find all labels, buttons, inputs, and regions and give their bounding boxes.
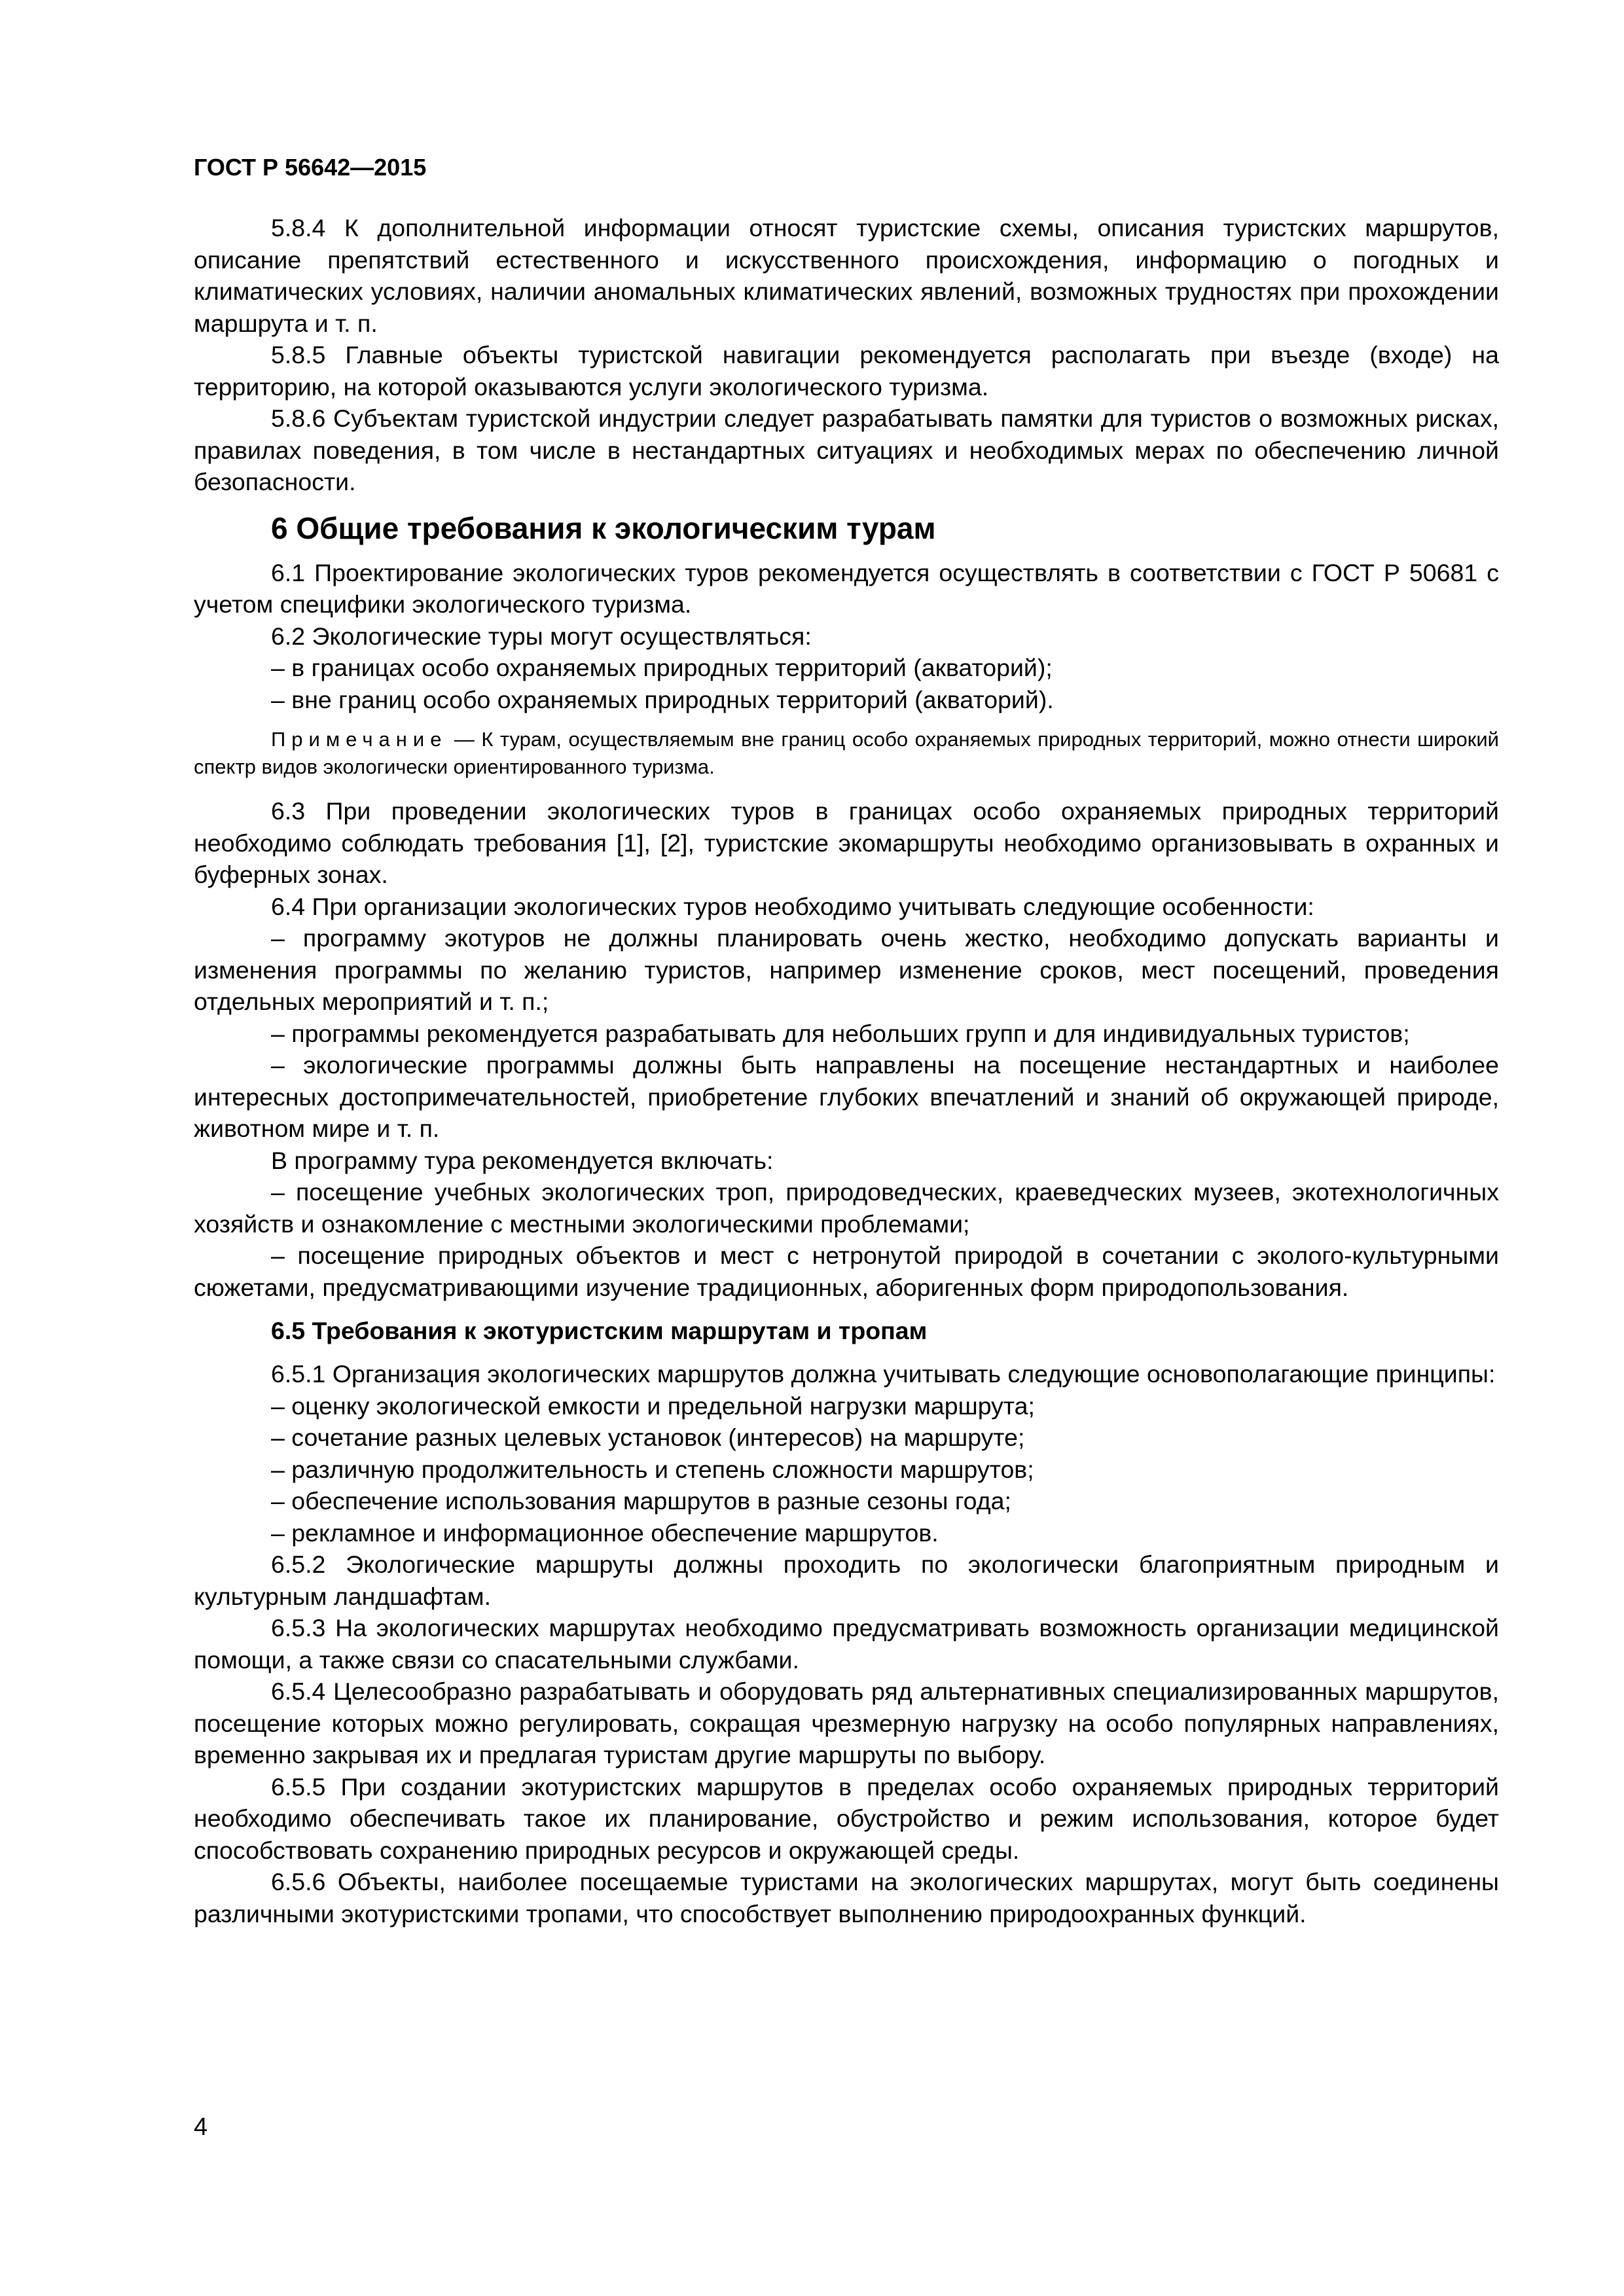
paragraph-6-5-1: 6.5.1 Организация экологических маршрутов должна учитывать следующие основополагающие принципы: bbox=[271, 1360, 1496, 1388]
paragraph-program: В программу тура рекомендуется включать: bbox=[271, 1146, 774, 1174]
paragraph-6-1: 6.1 Проектирование экологических туров рекомендуется осуществлять в соответствии с ГОСТ Р 50681 с учетом специфики экологического туризма. bbox=[194, 558, 1499, 618]
list-item-6-5-1-d: – обеспечение использования маршрутов в разные сезоны года; bbox=[271, 1487, 1011, 1515]
list-item-6-4-b: – программы рекомендуется разрабатывать для небольших групп и для индивидуальных туристов; bbox=[271, 1019, 1410, 1047]
document-id-header: ГОСТ Р 56642—2015 bbox=[194, 154, 427, 181]
list-item-6-5-1-b: – сочетание разных целевых установок (интересов) на маршруте; bbox=[271, 1424, 1025, 1451]
paragraph-6-5-4: 6.5.4 Целесообразно разрабатывать и оборудовать ряд альтернативных специализированных маршрутов, посещение которых можно регулировать, сокращая чрезмерную нагрузку на особо популярных направлениях, временно закрывая их и предлагая туристам другие маршруты по выбору. bbox=[194, 1677, 1499, 1768]
subsection-6-5-heading: 6.5 Требования к экотуристским маршрутам и тропам bbox=[271, 1317, 928, 1344]
list-item-6-5-1-c: – различную продолжительность и степень сложности маршрутов; bbox=[271, 1455, 1034, 1483]
list-item-program-b: – посещение природных объектов и мест с нетронутой природой в сочетании с эколого-культурными сюжетами, предусматривающими изучение традиционных, аборигенных форм природопользования. bbox=[194, 1242, 1499, 1301]
paragraph-6-3: 6.3 При проведении экологических туров в границах особо охраняемых природных территорий необходимо соблюдать требования [1], [2], туристские экомаршруты необходимо организовывать в охранных и буферных зонах. bbox=[194, 797, 1499, 888]
list-item-6-5-1-e: – рекламное и информационное обеспечение маршрутов. bbox=[271, 1518, 939, 1547]
paragraph-6-5-3: 6.5.3 На экологических маршрутах необходимо предусматривать возможность организации медицинской помощи, а также связи со спасательными службами. bbox=[194, 1614, 1499, 1674]
paragraph-6-5-6: 6.5.6 Объекты, наиболее посещаемые туристами на экологических маршрутах, могут быть соединены различными экотуристскими тропами, что способствует выполнению природоохранных функций. bbox=[194, 1868, 1499, 1928]
section-6-heading: 6 Общие требования к экологическим турам bbox=[271, 511, 936, 545]
paragraph-6-5-5: 6.5.5 При создании экотуристских маршрутов в пределах особо охраняемых природных территорий необходимо обеспечивать такое их планирование, обустройство и режим использования, которое будет способствовать сохранению природных ресурсов и окружающей среды. bbox=[194, 1772, 1499, 1864]
document-body bbox=[194, 212, 1499, 1929]
paragraph-6-5-2: 6.5.2 Экологические маршруты должны проходить по экологически благоприятным природным и культурным ландшафтам. bbox=[194, 1551, 1499, 1610]
paragraph-6-4: 6.4 При организации экологических туров необходимо учитывать следующие особенности: bbox=[271, 892, 1314, 920]
note-block bbox=[194, 726, 1499, 781]
paragraph-5-8-6: 5.8.6 Субъектам туристской индустрии следует разрабатывать памятки для туристов о возможных рисках, правилах поведения, в том числе в нестандартных ситуациях и необходимых мерах по обеспечению личной безопасности. bbox=[194, 404, 1499, 495]
note-text: — К турам, осуществляемым вне границ особо охраняемых природных территорий, можно отнести широкий спектр видов экологически ориентированного туризма. bbox=[194, 728, 1499, 778]
list-item-program-a: – посещение учебных экологических троп, природоведческих, краеведческих музеев, экотехнологичных хозяйств и ознакомление с местными экологическими проблемами; bbox=[194, 1178, 1499, 1238]
list-item-6-2-b: – вне границ особо охраняемых природных территорий (акваторий). bbox=[271, 685, 1054, 713]
page-number: 4 bbox=[194, 2113, 208, 2141]
list-item-6-4-a: – программу экотуров не должны планировать очень жестко, необходимо допускать варианты и изменения программы по желанию туристов, например изменение сроков, мест посещений, проведения отдельных мероприятий и т. п.; bbox=[194, 924, 1499, 1015]
list-item-6-5-1-a: – оценку экологической емкости и предельной нагрузки маршрута; bbox=[271, 1391, 1035, 1420]
paragraph-5-8-5: 5.8.5 Главные объекты туристской навигации рекомендуется располагать при въезде (входе) на территорию, на которой оказываются услуги экологического туризма. bbox=[194, 341, 1499, 401]
paragraph-6-2: 6.2 Экологические туры могут осуществляться: bbox=[271, 622, 812, 650]
list-item-6-4-c: – экологические программы должны быть направлены на посещение нестандартных и наиболее интересных достопримечательностей, приобретение глубоких впечатлений и знаний об окружающей природе, животном мире и т. п. bbox=[194, 1051, 1499, 1142]
paragraph-5-8-4: 5.8.4 К дополнительной информации относят туристские схемы, описания туристских маршрутов, описание препятствий естественного и искусственного происхождения, информацию о погодных и климатических условиях, наличии аномальных климатических явлений, возможных трудностях при прохождении маршрута и т. п. bbox=[194, 214, 1499, 337]
list-item-6-2-a: – в границах особо охраняемых природных территорий (акваторий); bbox=[271, 654, 1053, 681]
note-label: Примечание bbox=[271, 728, 448, 751]
